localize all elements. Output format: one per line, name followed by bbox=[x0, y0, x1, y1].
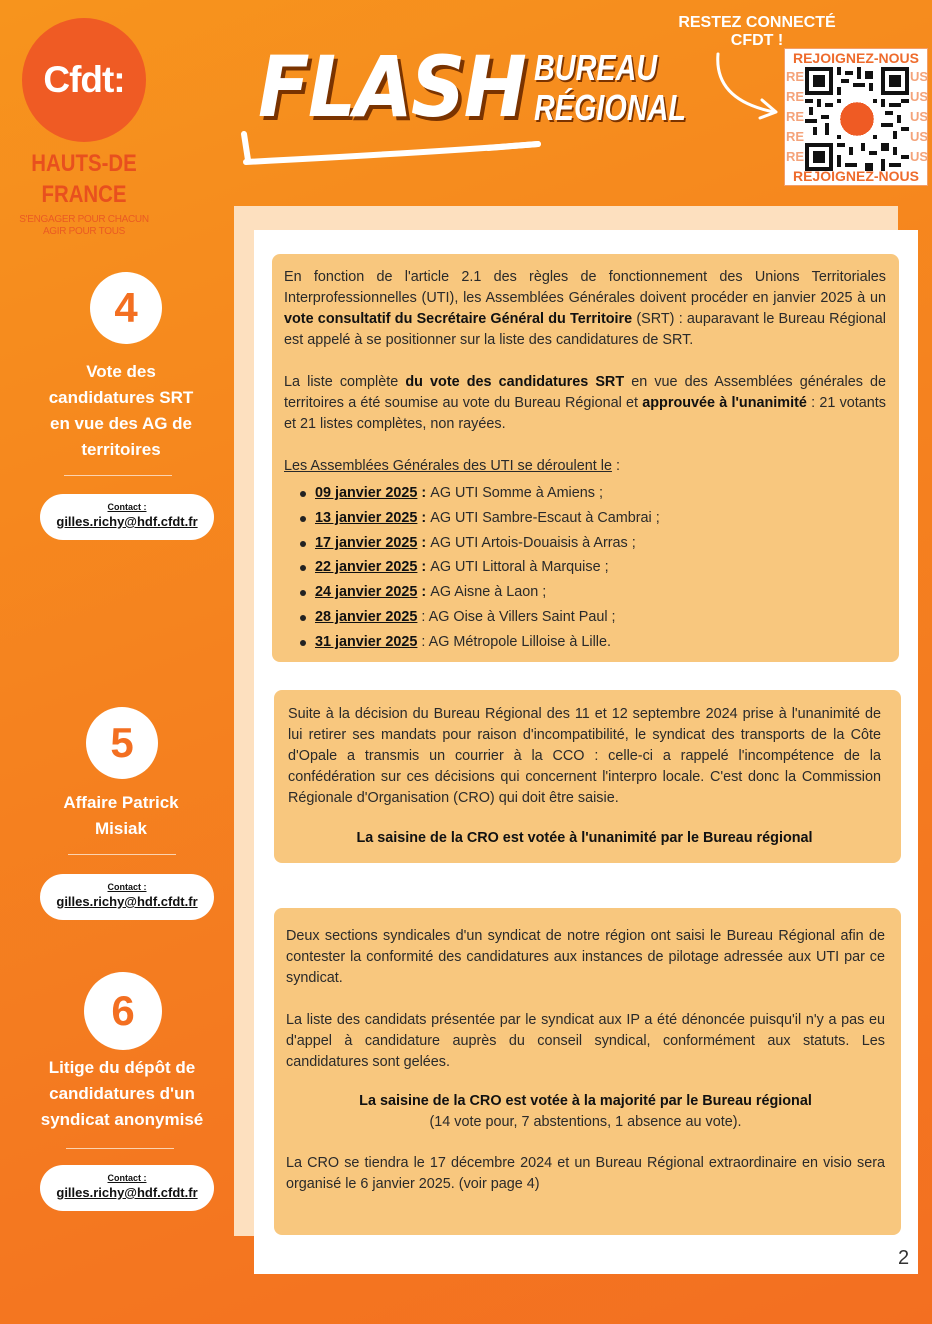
region-name bbox=[25, 148, 144, 210]
subtitle-line-2: RÉGIONAL bbox=[534, 87, 687, 128]
cfdt-logo bbox=[22, 18, 146, 142]
qr-code-icon bbox=[805, 67, 909, 171]
sidebar-section-title: Litige du dépôt de candidatures d'un syndicat anonymisé bbox=[40, 1058, 204, 1129]
list-item: 09 janvier 2025 : AG UTI Somme à Amiens ; bbox=[284, 481, 886, 506]
sidebar-divider bbox=[64, 475, 172, 476]
sidebar-divider bbox=[66, 1148, 174, 1149]
contact-pill[interactable] bbox=[40, 1165, 214, 1211]
flash-underline-decoration bbox=[238, 118, 698, 178]
contact-email-link[interactable]: gilles.richy@hdf.cfdt.fr bbox=[56, 894, 198, 909]
sidebar-divider bbox=[68, 854, 176, 855]
list-item: 22 janvier 2025 : AG UTI Littoral à Marquise ; bbox=[284, 555, 886, 580]
section-box-candidatures-litige bbox=[274, 908, 901, 1235]
paragraph: La liste des candidats présentée par le syndicat aux IP a été dénoncée puisqu'il n'y a pas eu d'appel à candidature auprès du conseil syndical, conformément aux statuts. Les candidatures sont gelées. bbox=[286, 1012, 885, 1070]
qr-code-panel[interactable] bbox=[784, 48, 928, 186]
section-number-badge: 4 bbox=[90, 272, 162, 344]
section-number-badge: 5 bbox=[86, 707, 158, 779]
paragraph: Deux sections syndicales d'un syndicat de notre région ont saisi le Bureau Régional afin de contester la conformité des candidatures aux instances de pilotage adressée aux UTI par ce syndicat. bbox=[286, 928, 885, 986]
flash-title: FLASH bbox=[258, 38, 526, 136]
conclusion: La saisine de la CRO est votée à l'unanimité par le Bureau régional bbox=[356, 830, 813, 846]
list-item: 28 janvier 2025 : AG Oise à Villers Saint Paul ; bbox=[284, 605, 886, 630]
connect-line-1: RESTEZ CONNECTÉ bbox=[678, 14, 836, 31]
sidebar-section-title: Vote des candidatures SRT en vue des AG de territoires bbox=[48, 362, 194, 459]
vote-detail: (14 vote pour, 7 abstentions, 1 absence au vote). bbox=[429, 1114, 742, 1130]
ag-dates-list bbox=[284, 481, 886, 655]
list-intro: Les Assemblées Générales des UTI se déroulent le : bbox=[284, 458, 620, 474]
contact-pill[interactable] bbox=[40, 874, 214, 920]
contact-label: Contact : bbox=[107, 1173, 147, 1183]
logo-text: Cfdt: bbox=[43, 59, 125, 100]
list-item: 13 janvier 2025 : AG UTI Sambre-Escaut à Cambrai ; bbox=[284, 506, 886, 531]
sidebar-section-title: Affaire Patrick Misiak bbox=[63, 793, 179, 838]
region-slogan bbox=[14, 214, 154, 238]
qr-label-top: REJOIGNEZ-NOUS bbox=[792, 50, 919, 66]
section-number-badge: 6 bbox=[84, 972, 162, 1050]
paragraph: La liste complète du vote des candidatures SRT en vue des Assemblées générales de territoires a été soumise au vote du Bureau Régional et approuvée à l'unanimité : 21 votants et 21 listes complètes, non rayées. bbox=[284, 374, 887, 432]
paragraph: Suite à la décision du Bureau Régional des 11 et 12 septembre 2024 prise à l'unanimité de lui retirer ses mandats pour raison d'incompatibilité, le syndicat des transports de la Côte d'Opale a transmis un courrier à la CCO : celle-ci a rappelé l'incompétence de la confédération sur ces décisions qui concernent l'interpro locale. C'est donc la Commission Régionale d'Organisation (CRO) qui doit être saisie. bbox=[288, 706, 881, 806]
contact-email-link[interactable]: gilles.richy@hdf.cfdt.fr bbox=[56, 514, 198, 529]
paragraph: La CRO se tiendra le 17 décembre 2024 et un Bureau Régional extraordinaire en visio sera organisé le 6 janvier 2025. (voir page 4) bbox=[286, 1155, 885, 1192]
contact-label: Contact : bbox=[107, 502, 147, 512]
paragraph: En fonction de l'article 2.1 des règles de fonctionnement des Unions Territoriales Interprofessionnelles (UTI), les Assemblées Générales doivent procéder en janvier 2025 à un vote consultatif du Secrétaire Général du Territoire (SRT) : auparavant le Bureau Régional est appelé à se positionner sur la liste des candidatures de SRT. bbox=[284, 269, 886, 348]
region-line-2: FRANCE bbox=[41, 181, 127, 208]
region-line-1: HAUTS-DE bbox=[31, 150, 137, 177]
conclusion: La saisine de la CRO est votée à la majorité par le Bureau régional bbox=[359, 1093, 812, 1109]
qr-label-bottom: REJOIGNEZ-NOUS bbox=[792, 168, 919, 184]
section-box-patrick-misiak bbox=[274, 690, 901, 863]
list-item: 31 janvier 2025 : AG Métropole Lilloise à Lille. bbox=[284, 630, 886, 655]
contact-label: Contact : bbox=[107, 882, 147, 892]
subtitle-line-1: BUREAU bbox=[534, 47, 658, 88]
connect-line-2: CFDT ! bbox=[730, 32, 784, 49]
section-box-srt-vote bbox=[272, 254, 899, 662]
flash-subtitle bbox=[534, 48, 686, 128]
qr-side-right: US US US US US bbox=[910, 69, 929, 164]
slogan-line-1: S'ENGAGER POUR CHACUN bbox=[19, 214, 149, 225]
contact-pill[interactable] bbox=[40, 494, 214, 540]
slogan-line-2: AGIR POUR TOUS bbox=[42, 226, 126, 237]
connect-text bbox=[664, 14, 850, 50]
contact-email-link[interactable]: gilles.richy@hdf.cfdt.fr bbox=[56, 1185, 198, 1200]
list-item: 24 janvier 2025 : AG Aisne à Laon ; bbox=[284, 580, 886, 605]
curved-arrow-icon bbox=[704, 50, 788, 120]
page-number: 2 bbox=[898, 1247, 910, 1269]
qr-side-left: RE RE RE RE RE bbox=[786, 69, 805, 164]
list-item: 17 janvier 2025 : AG UTI Artois-Douaisis à Arras ; bbox=[284, 531, 886, 556]
